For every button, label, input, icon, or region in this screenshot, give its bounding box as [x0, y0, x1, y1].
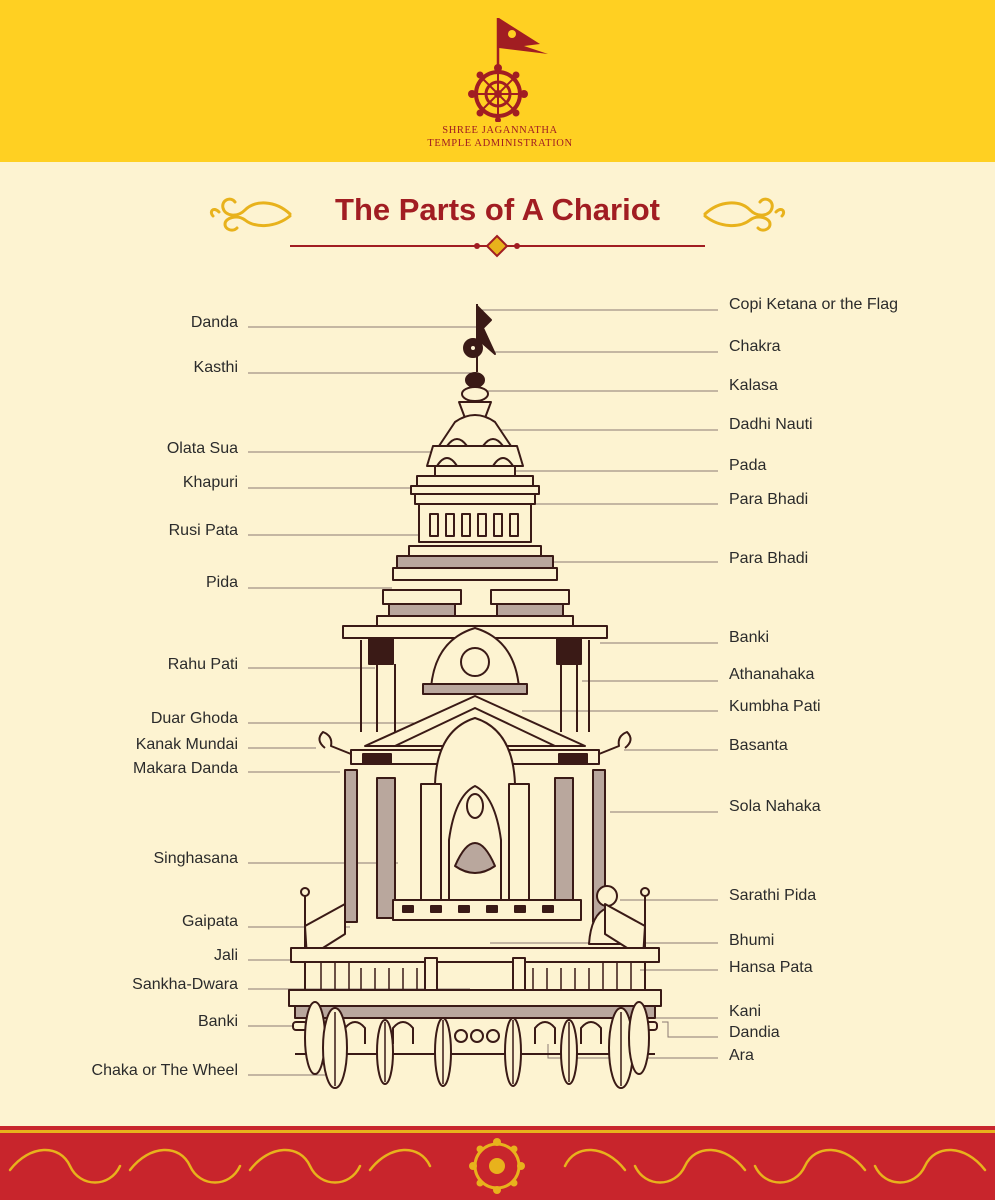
label-pida: Pida [205, 574, 238, 591]
label-sankha-dwara: Sankha-Dwara [132, 976, 238, 993]
label-sarathi-pida: Sarathi Pida [729, 887, 817, 904]
label-athanahaka: Athanahaka [729, 666, 815, 683]
chariot-illustration [285, 300, 665, 1100]
label-rahu-pati: Rahu Pati [167, 656, 238, 673]
label-kani: Kani [729, 1003, 762, 1020]
label-para-bhadi-lower: Para Bhadi [729, 550, 809, 567]
label-chakra: Chakra [729, 338, 781, 355]
label-sola-nahaka: Sola Nahaka [729, 798, 821, 815]
label-gaipata: Gaipata [181, 913, 238, 930]
org-line-2: TEMPLE ADMINISTRATION [427, 138, 573, 149]
label-ara: Ara [729, 1047, 754, 1064]
decorative-border-band [0, 1126, 995, 1200]
label-bhumi: Bhumi [729, 932, 775, 949]
label-basanta: Basanta [729, 737, 788, 754]
label-rusi-pata: Rusi Pata [168, 522, 238, 539]
label-duar-ghoda: Duar Ghoda [150, 710, 238, 727]
label-hansa-pata: Hansa Pata [729, 959, 813, 976]
label-chaka-wheel: Chaka or The Wheel [91, 1062, 238, 1079]
label-makara-danda: Makara Danda [133, 760, 238, 777]
label-para-bhadi-upper: Para Bhadi [729, 491, 809, 508]
page-title: The Parts of A Chariot [335, 192, 660, 227]
label-kanak-mundai: Kanak Mundai [135, 736, 238, 753]
label-olata-sua: Olata Sua [166, 440, 238, 457]
label-danda: Danda [190, 314, 238, 331]
label-dandia: Dandia [729, 1024, 780, 1041]
label-kasthi: Kasthi [193, 359, 238, 376]
label-copi-ketana-flag: Copi Ketana or the Flag [729, 296, 898, 313]
label-khapuri: Khapuri [182, 474, 238, 491]
label-pada: Pada [729, 457, 767, 474]
label-kumbha-pati: Kumbha Pati [729, 698, 821, 715]
label-singhasana: Singhasana [153, 850, 238, 867]
label-dadhi-nauti: Dadhi Nauti [729, 416, 813, 433]
org-line-1: SHREE JAGANNATHA [442, 125, 558, 136]
label-kalasa: Kalasa [729, 377, 778, 394]
label-banki-right: Banki [729, 629, 770, 646]
label-banki-left: Banki [197, 1013, 238, 1030]
label-jali: Jali [213, 947, 238, 964]
